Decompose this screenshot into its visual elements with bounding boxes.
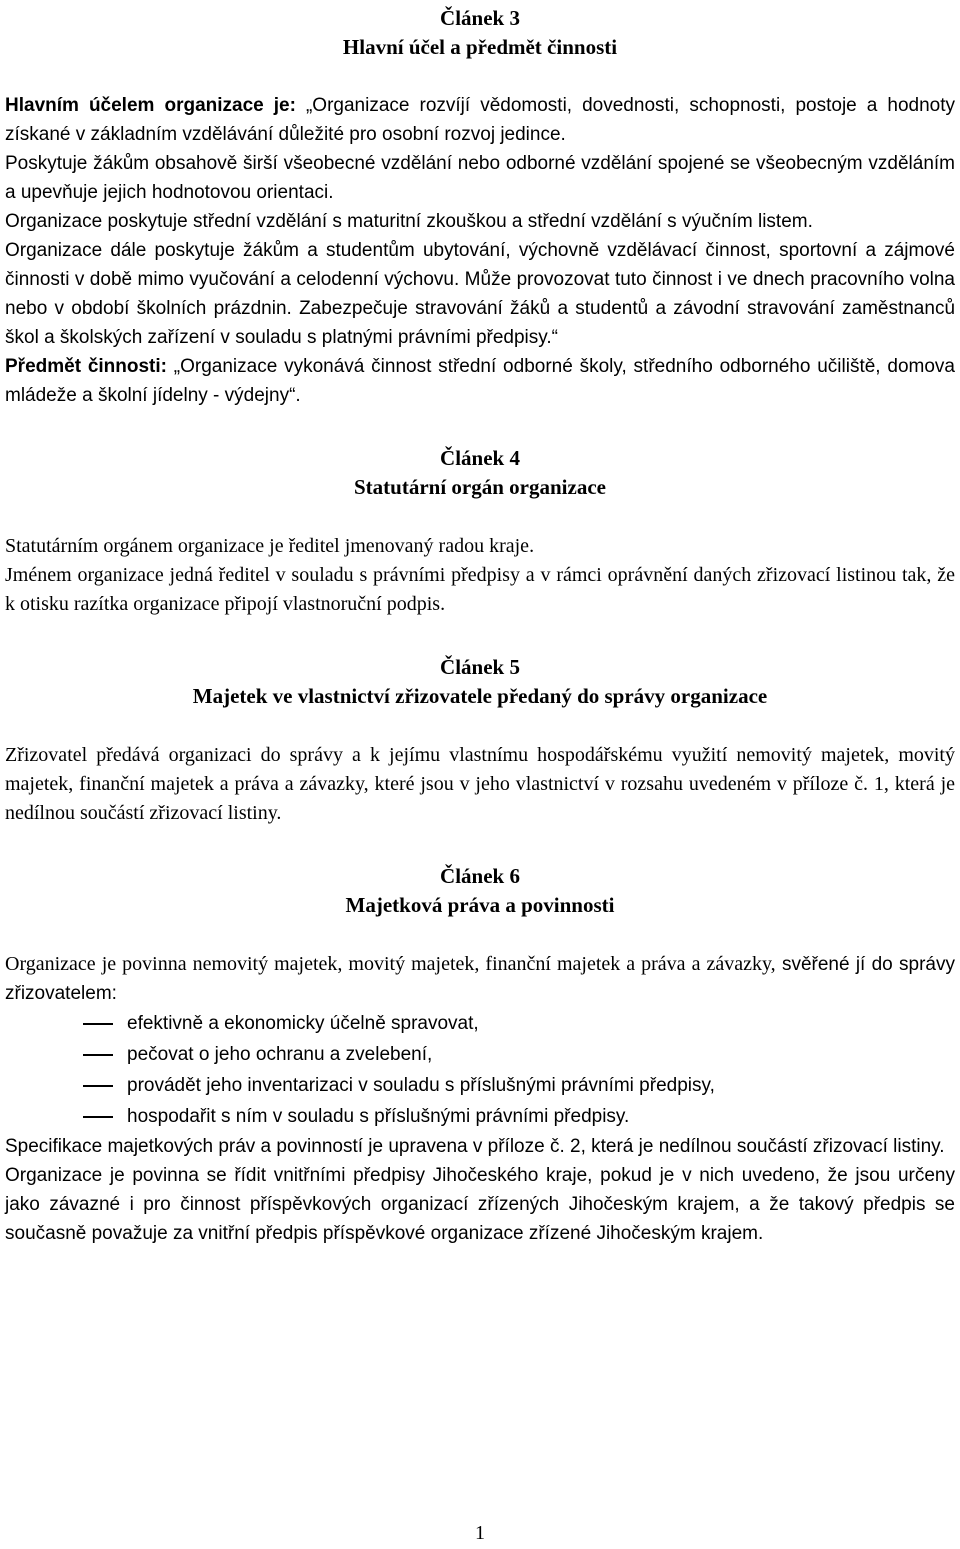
article-3-heading [5,4,955,62]
article-body [5,91,955,410]
paragraph: Zřizovatel předává organizaci do správy a k jejímu vlastnímu hospodářskému využití nemovitý majetek, movitý majetek, finanční majetek a práva a závazky, které jsou v jeho vlastnictví v rozsahu uvedeném v příloze č. 1, která je nedílnou součástí zřizovací listiny. [5,744,955,824]
article-6-heading [5,862,955,920]
dash-bullet-icon [83,1116,113,1118]
article-body [5,950,955,1248]
paragraph: Organizace je povinna se řídit vnitřními předpisy Jihočeského kraje, pokud je v nich uvedeno, že jsou určeny jako závazné i pro činnost příspěvkových organizací zřízených Jihočeským krajem, a že takový předpis se současně považuje za vnitřní předpis příspěvkové organizace zřízené Jihočeským krajem. [5,1165,955,1244]
paragraph-text: Organizace je povinna nemovitý majetek, movitý majetek, finanční majetek a práva a závazky, [5,953,776,975]
paragraph-label: Předmět činnosti: [5,356,167,377]
paragraph-text: „Organizace rozvíjí vědomosti, dovednosti, schopnosti, postoje a hodnoty získané v základním vzdělávání důležité pro osobní rozvoj jedince. [5,95,955,145]
article-5 [5,653,955,828]
paragraph: Poskytuje žákům obsahově širší všeobecné vzdělání nebo odborné vzdělání spojené se všeobecným vzděláním a upevňuje jejich hodnotovou orientaci. [5,153,955,203]
article-body [5,532,955,619]
list-item [83,1070,955,1101]
article-4 [5,444,955,619]
article-body [5,741,955,828]
document-page [5,0,955,1248]
paragraph-text: svěřené jí do správy zřizovatelem: [5,954,955,1004]
paragraph-text: Může provozovat tuto činnost i ve dnech pracovního volna nebo v období školních prázdnin. [5,269,955,319]
obligations-list [5,1008,955,1132]
paragraph: Jménem organizace jedná ředitel v souladu s právními předpisy a v rámci oprávnění daných zřizovací listinou tak, že k otisku razítka organizace připojí vlastnoruční podpis. [5,564,955,615]
article-3 [5,4,955,410]
article-6 [5,862,955,1248]
list-item-text: efektivně a ekonomicky účelně spravovat, [127,1013,479,1034]
list-item [83,1008,955,1039]
article-5-heading [5,653,955,711]
article-title: Hlavní účel a předmět činnosti [342,35,618,59]
dash-bullet-icon [83,1023,113,1025]
paragraph: Organizace poskytuje střední vzdělání s maturitní zkouškou a střední vzdělání s výučním listem. [5,211,813,232]
article-number: Článek 3 [440,6,520,30]
dash-bullet-icon [83,1085,113,1087]
list-item-text: provádět jeho inventarizaci v souladu s příslušnými právními předpisy, [127,1075,715,1096]
list-item [83,1101,955,1132]
paragraph-label: Hlavním účelem organizace je: [5,95,296,116]
article-title: Statutární orgán organizace [354,475,606,499]
paragraph-text: Organizace dále poskytuje žákům a studentům ubytování, výchovně vzdělávací činnost, sportovní a zájmové činnosti v době mimo vyučování a celodenní výchovu. [5,240,955,290]
article-number: Článek 4 [440,446,520,470]
article-title: Majetek ve vlastnictví zřizovatele předaný do správy organizace [192,684,768,708]
paragraph [5,91,955,149]
list-item [83,1039,955,1070]
paragraph [5,236,955,352]
article-4-heading [5,444,955,502]
paragraph: Specifikace majetkových práv a povinností je upravena v příloze č. 2, která je nedílnou součástí zřizovací listiny. [5,1136,945,1157]
article-number: Článek 5 [440,655,520,679]
paragraph-text: Zabezpečuje stravování žáků a studentů a závodní stravování zaměstnanců škol a školských zařízení v souladu s platnými právními předpisy.“ [5,298,956,348]
paragraph [5,352,955,410]
paragraph-text: „Organizace vykonává činnost střední odborné školy, středního odborného učiliště, domova mládeže a školní jídelny - výdejny“. [5,356,955,406]
article-number: Článek 6 [440,864,520,888]
page-number: 1 [475,1522,485,1544]
list-item-text: hospodařit s ním v souladu s příslušnými právními předpisy. [127,1106,630,1127]
paragraph [5,950,955,1008]
list-item-text: pečovat o jeho ochranu a zvelebení, [127,1044,433,1065]
paragraph: Statutárním orgánem organizace je ředitel jmenovaný radou kraje. [5,535,535,557]
dash-bullet-icon [83,1054,113,1056]
article-title: Majetková práva a povinnosti [345,893,615,917]
